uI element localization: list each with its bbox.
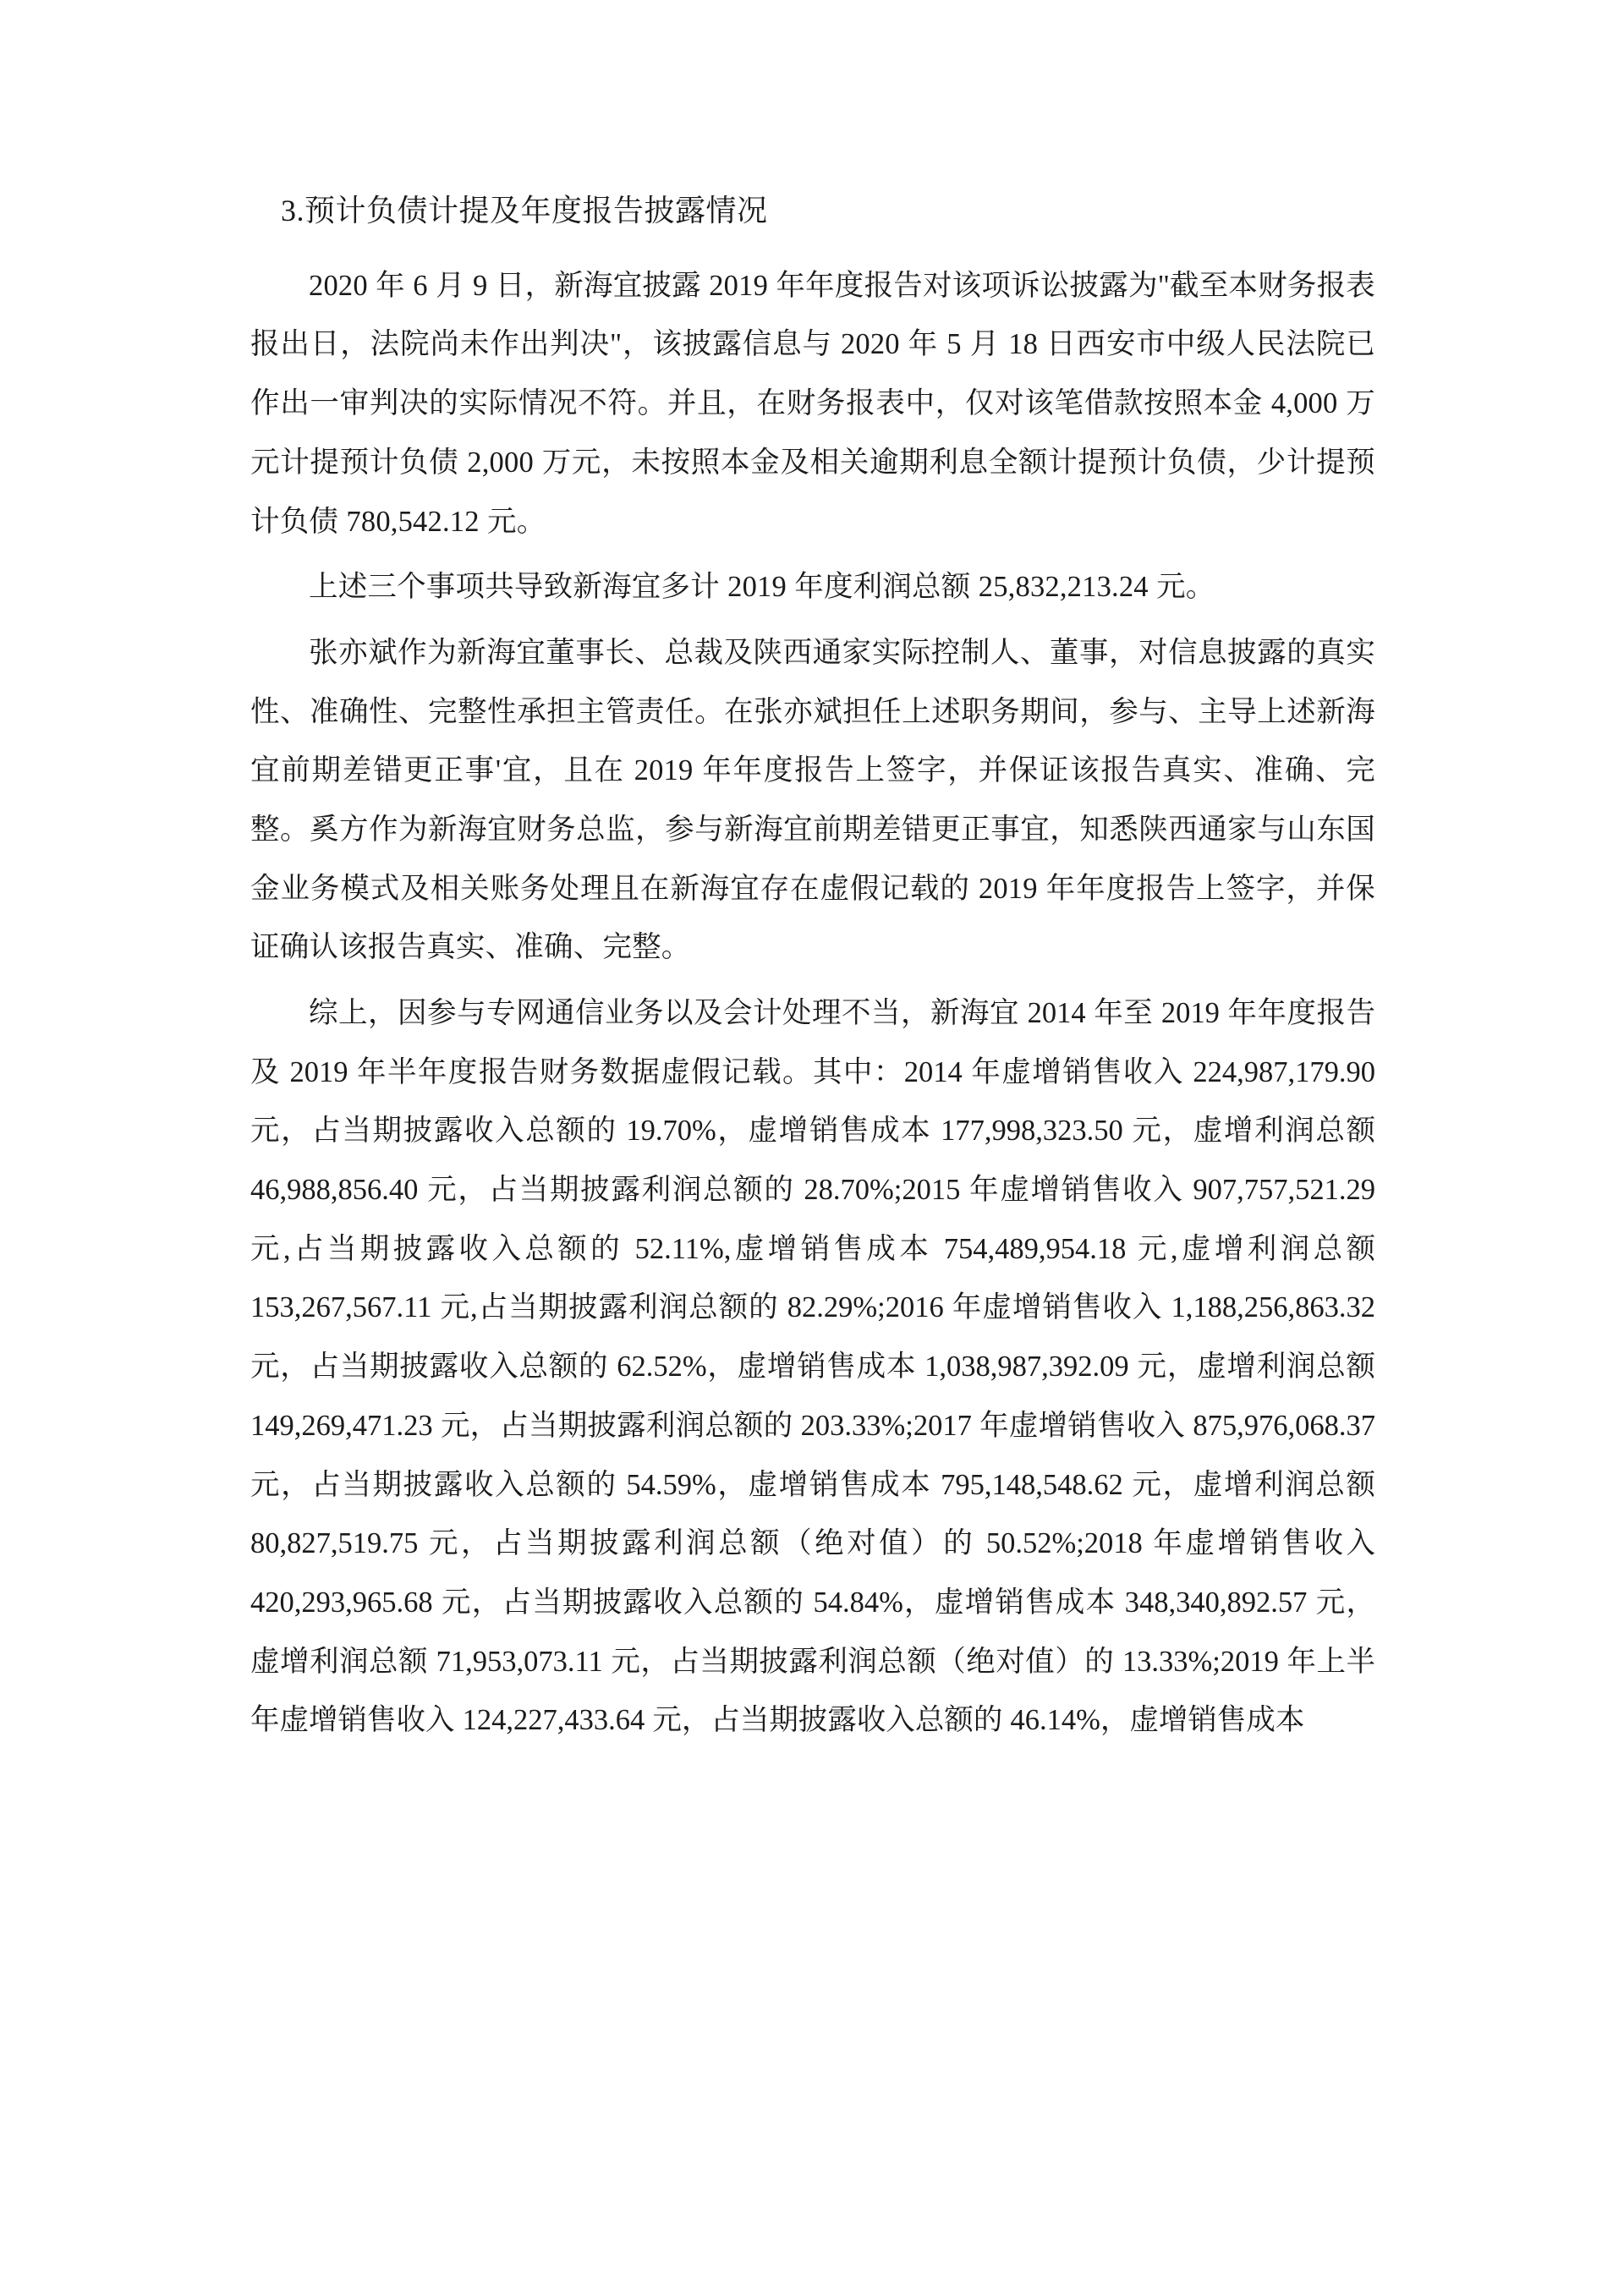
section-heading: 3.预计负债计提及年度报告披露情况 [281,194,768,227]
paragraph-responsible-persons: 张亦斌作为新海宜董事长、总裁及陕西通家实际控制人、董事，对信息披露的真实性、准确性、完整性承担主管责任。在张亦斌担任上述职务期间，参与、主导上述新海宜前期差错更正事'宜，且在 2019 年年度报告上签字，并保证该报告真实、准确、完整。奚方作为新海宜财务总监，参与新海宜前期差错更正事宜，知悉陕西通家与山东国金业务模式及相关账务处理且在新海宜存在虚假记载的 2019 年年度报告上签字，并保证确认该报告真实、准确、完整。 [250,636,1375,964]
paragraph-provision-and-disclosure: 2020 年 6 月 9 日，新海宜披露 2019 年年度报告对该项诉讼披露为"截至本财务报表报出日，法院尚未作出判决"，该披露信息与 2020 年 5 月 18 日西安市中级人民法院已作出一审判决的实际情况不符。并且，在财务报表中，仅对该笔借款按照本金 4,000 万元计提预计负债 2,000 万元，未按照本金及相关逾期利息全额计提预计负债，少计提预计负债 780,542.12 元。 [250,269,1375,538]
page-content [250,188,1375,1751]
paragraph-summary-false-records: 综上，因参与专网通信业务以及会计处理不当，新海宜 2014 年至 2019 年年度报告及 2019 年半年度报告财务数据虚假记载。其中：2014 年虚增销售收入 224,987,179.90 元，占当期披露收入总额的 19.70%，虚增销售成本 177,998,323.50 元，虚增利润总额 46,988,856.40 元，占当期披露利润总额的 28.70%;2015 年虚增销售收入 907,757,521.29 元,占当期披露收入总额的 52.11%,虚增销售成本 754,489,954.18 元,虚增利润总额 153,267,567.11 元,占当期披露利润总额的 82.29%;2016 年虚增销售收入 1,188,256,863.32 元，占当期披露收入总额的 62.52%，虚增销售成本 1,038,987,392.09 元，虚增利润总额 149,269,471.23 元，占当期披露利润总额的 203.33%;2017 年虚增销售收入 875,976,068.37 元，占当期披露收入总额的 54.59%，虚增销售成本 795,148,548.62 元，虚增利润总额 80,827,519.75 元，占当期披露利润总额（绝对值）的 50.52%;2018 年虚增销售收入 420,293,965.68 元，占当期披露收入总额的 54.84%，虚增销售成本 348,340,892.57 元，虚增利润总额 71,953,073.11 元，占当期披露利润总额（绝对值）的 13.33%;2019 年上半年虚增销售收入 124,227,433.64 元，占当期披露收入总额的 46.14%，虚增销售成本 [250,997,1375,1737]
paragraph-total-overstated-profit: 上述三个事项共导致新海宜多计 2019 年度利润总额 25,832,213.24 元。 [309,571,1215,604]
